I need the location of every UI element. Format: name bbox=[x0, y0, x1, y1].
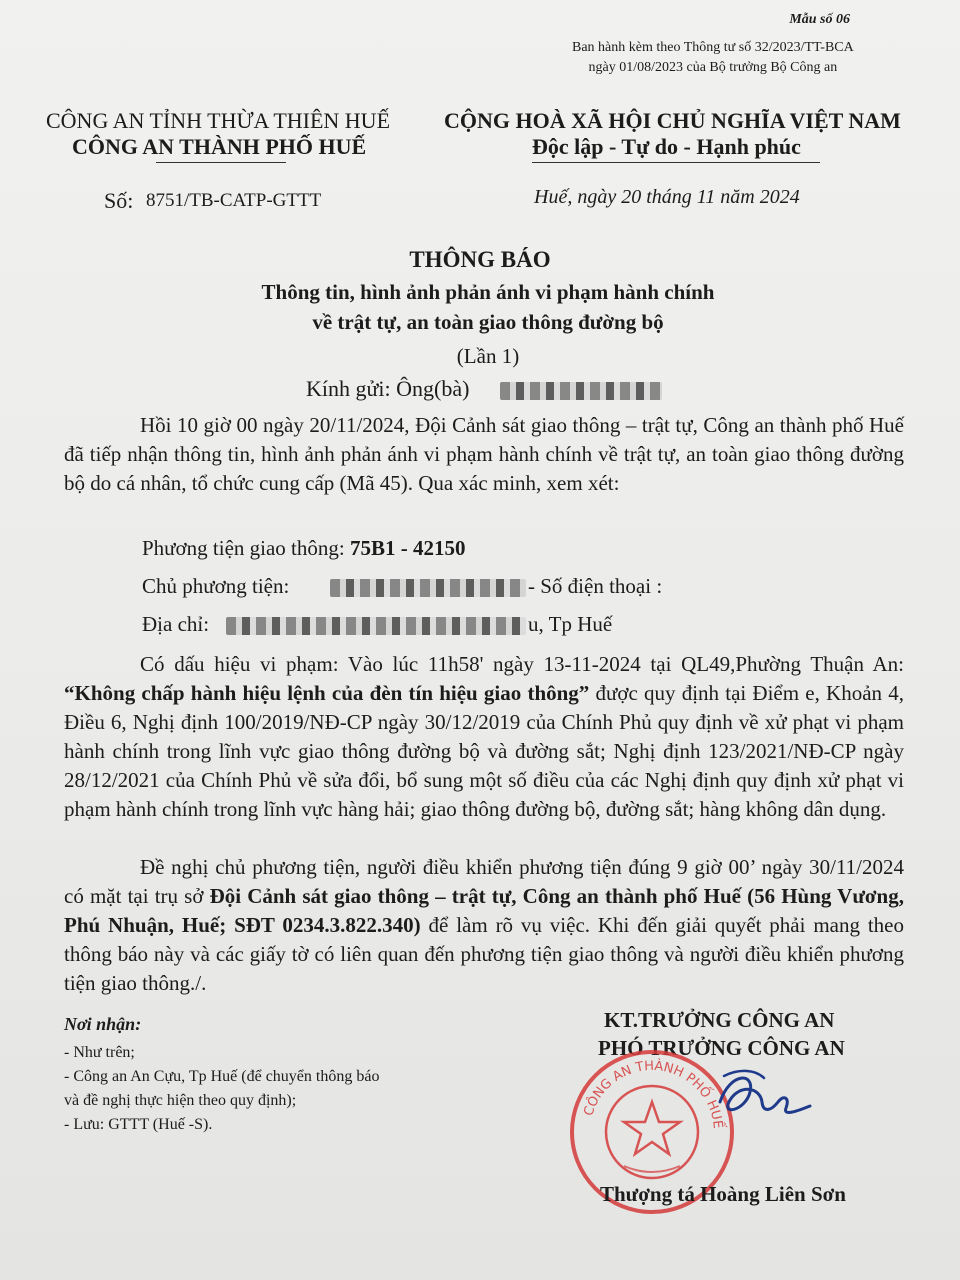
doc-date: Huế, ngày 20 tháng 11 năm 2024 bbox=[534, 186, 800, 208]
form-issuance bbox=[572, 38, 854, 78]
recipients-title: Nơi nhận: bbox=[64, 1014, 142, 1034]
doc-title: THÔNG BÁO bbox=[409, 247, 551, 272]
recipient-item: - Công an An Cựu, Tp Huế (để chuyển thông báo bbox=[64, 1068, 380, 1085]
violation-paragraph bbox=[64, 650, 904, 824]
vehicle-plate: 75B1 - 42150 bbox=[349, 536, 466, 560]
intro-paragraph bbox=[64, 411, 904, 498]
owner-row bbox=[142, 574, 289, 599]
redacted-owner bbox=[330, 579, 526, 597]
signer-name: Thượng tá Hoàng Liên Sơn bbox=[600, 1182, 846, 1206]
request-rest: để làm rõ vụ việc. Khi đến giải quyết phải mang theo thông báo này và các giấy tờ có liên quan đến phương tiện giao thông và người điều khiển phương tiện giao thông./. bbox=[64, 913, 905, 995]
form-issuance-line-1: Ban hành kèm theo Thông tư số 32/2023/TT-BCA bbox=[572, 40, 854, 55]
nation-motto: Độc lập - Tự do - Hạnh phúc bbox=[532, 134, 801, 159]
address-tail: u, Tp Huế bbox=[528, 612, 613, 636]
violation-text bbox=[64, 650, 904, 824]
request-lead: Đề nghị chủ phương tiện, người điều khiển phương tiện đúng 9 giờ 00’ ngày 30/11/2024 có mặt tại trụ sở bbox=[64, 855, 904, 908]
form-issuance-line-2: ngày 01/08/2023 của Bộ trưởng Bộ Công an bbox=[588, 60, 838, 75]
motto-underline bbox=[532, 162, 820, 163]
violation-name: “Không chấp hành hiệu lệnh của đèn tín hiệu giao thông” bbox=[64, 681, 590, 705]
vehicle-label: Phương tiện giao thông: bbox=[142, 536, 345, 560]
phone-label: - Số điện thoại : bbox=[528, 574, 663, 598]
doc-number-label: Số: bbox=[104, 188, 134, 213]
signer-title-1: KT.TRƯỞNG CÔNG AN bbox=[604, 1008, 835, 1032]
doc-number: 8751/TB-CATP-GTTT bbox=[146, 190, 322, 211]
nation-title: CỘNG HOÀ XÃ HỘI CHỦ NGHĨA VIỆT NAM bbox=[444, 108, 901, 133]
recipient-item: - Lưu: GTTT (Huế -S). bbox=[64, 1116, 213, 1133]
redacted-address bbox=[226, 617, 526, 635]
recipient-item: - Như trên; bbox=[64, 1044, 135, 1061]
doc-subtitle-2: về trật tự, an toàn giao thông đường bộ bbox=[312, 310, 664, 334]
request-office: Đội Cảnh sát giao thông – trật tự, Công an thành phố Huế (56 Hùng Vương, Phú Nhuận, Huế; SĐT 0234.3.822.340) bbox=[64, 884, 904, 937]
signer-title-2: PHÓ TRƯỞNG CÔNG AN bbox=[598, 1036, 845, 1060]
recipient-item: và đề nghị thực hiện theo quy định); bbox=[64, 1092, 297, 1109]
addressee-label: Kính gửi: Ông(bà) bbox=[306, 376, 470, 401]
agency-city: CÔNG AN THÀNH PHỐ HUẾ bbox=[72, 134, 367, 159]
handwritten-signature-icon bbox=[700, 1062, 820, 1132]
request-paragraph bbox=[64, 853, 904, 998]
seal-text: CÔNG AN THÀNH PHỐ HUẾ bbox=[581, 1058, 725, 1130]
request-text bbox=[64, 853, 904, 998]
owner-label: Chủ phương tiện: bbox=[142, 574, 290, 598]
doc-subtitle-1: Thông tin, hình ảnh phản ánh vi phạm hành chính bbox=[261, 280, 715, 304]
vehicle-row bbox=[142, 536, 465, 561]
agency-provincial: CÔNG AN TỈNH THỪA THIÊN HUẾ bbox=[46, 108, 391, 133]
form-number: Mẫu số 06 bbox=[789, 12, 850, 27]
redacted-addressee bbox=[500, 382, 662, 400]
violation-lead: Có dấu hiệu vi phạm: Vào lúc 11h58' ngày 13-11-2024 tại QL49,Phường Thuận An: bbox=[140, 652, 904, 676]
violation-legal-basis: được quy định tại Điểm e, Khoản 4, Điều 6, Nghị định 100/2019/NĐ-CP ngày 30/12/2019 của Chính Phủ quy định về xử phạt vi phạm hành chính trong lĩnh vực giao thông đường bộ và đường sắt; Nghị định 123/2021/NĐ-CP ngày 28/12/2021 của Chính Phủ về sửa đổi, bổ sung một số điều của các Nghị định quy định xử phạt vi phạm hành chính trong lĩnh vực hàng hải; giao thông đường bộ, đường sắt; hàng không dân dụng. bbox=[64, 681, 904, 821]
agency-underline bbox=[156, 162, 286, 163]
address-label: Địa chỉ: bbox=[142, 612, 210, 636]
intro-text: Hồi 10 giờ 00 ngày 20/11/2024, Đội Cảnh sát giao thông – trật tự, Công an thành phố Huế đã tiếp nhận thông tin, hình ảnh phản ánh vi phạm hành chính về trật tự, an toàn giao thông đường bộ do cá nhân, tổ chức cung cấp (Mã 45). Qua xác minh, xem xét: bbox=[64, 413, 904, 495]
doc-attempt: (Lần 1) bbox=[456, 344, 520, 368]
